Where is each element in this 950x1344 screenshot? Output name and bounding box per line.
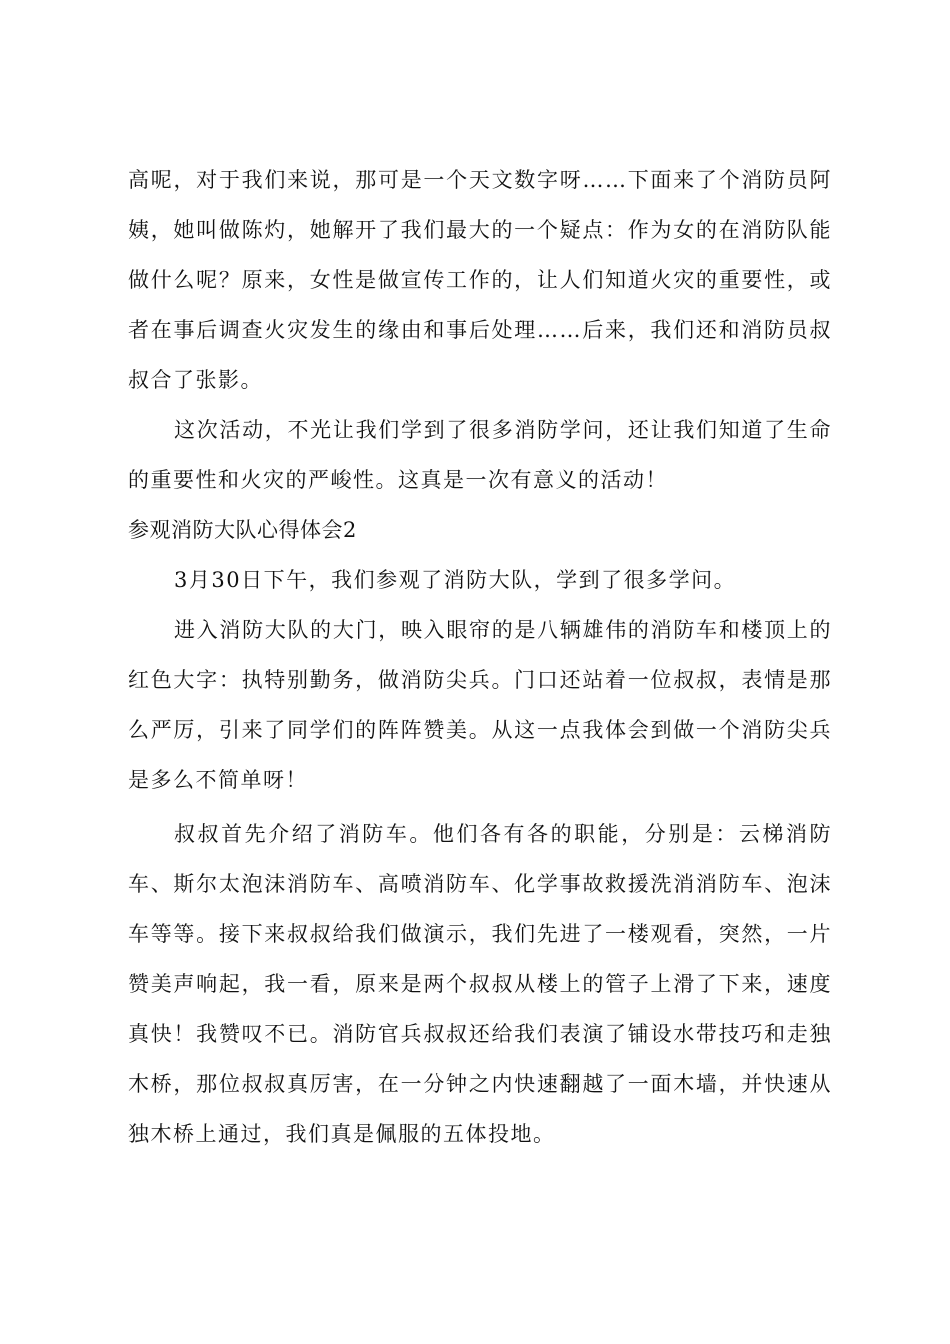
section-title: 参观消防大队心得体会2 <box>128 518 357 542</box>
paragraph-continuation: 高呢，对于我们来说，那可是一个天文数字呀……下面来了个消防员阿姨，她叫做陈灼，她解开了我们最大的一个疑点：作为女的在消防队能做什么呢？原来，女性是做宣传工作的，让人们知道火灾的重要性，或者在事后调查火灾发生的缘由和事后处理……后来，我们还和消防员叔叔合了张影。 <box>128 168 832 392</box>
paragraph-summary: 这次活动，不光让我们学到了很多消防学问，还让我们知道了生命的重要性和火灾的严峻性。这真是一次有意义的活动！ <box>128 418 832 492</box>
paragraph-fire-trucks: 叔叔首先介绍了消防车。他们各有各的职能，分别是：云梯消防车、斯尔太泡沫消防车、高喷消防车、化学事故救援洗消消防车、泡沫车等等。接下来叔叔给我们做演示，我们先进了一楼观看，突然，一片赞美声响起，我一看，原来是两个叔叔从楼上的管子上滑了下来，速度真快！我赞叹不已。消防官兵叔叔还给我们表演了铺设水带技巧和走独木桥，那位叔叔真厉害，在一分钟之内快速翻越了一面木墙，并快速从独木桥上通过，我们真是佩服的五体投地。 <box>128 822 832 1146</box>
paragraph-date: 3月30日下午，我们参观了消防大队，学到了很多学问。 <box>174 568 737 592</box>
paragraph-entrance: 进入消防大队的大门，映入眼帘的是八辆雄伟的消防车和楼顶上的红色大字：执特别勤务，做消防尖兵。门口还站着一位叔叔，表情是那么严厉，引来了同学们的阵阵赞美。从这一点我体会到做一个消防尖兵是多么不简单呀！ <box>128 618 832 792</box>
document-body <box>128 155 832 1159</box>
